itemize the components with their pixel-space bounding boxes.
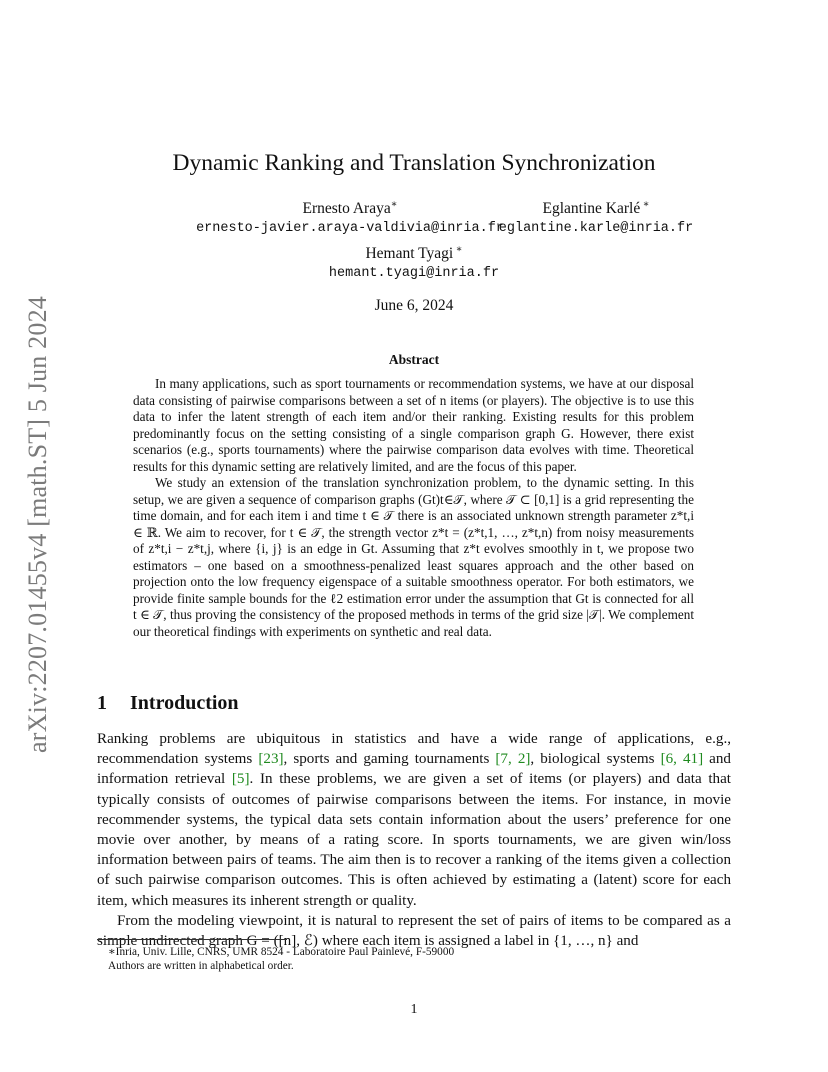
- author-name: Ernesto Araya: [302, 200, 391, 218]
- publication-date: June 6, 2024: [374, 297, 454, 314]
- citation-link[interactable]: [6, 41]: [660, 751, 704, 768]
- abstract-paragraph: In many applications, such as sport tournaments or recommendation systems, we have at our disposal data consisting of pairwise comparisons between a set of n items (or players). The objective is to use this data to infer the latent strength of each item and/or their ranking. Existing results for this problem predominantly focus on the setting consisting of a single comparison graph G. However, there exist scenarios (e.g., sports tournaments) where the pairwise comparison data evolves with time. Theoretical results for this dynamic setting are relatively limited, and are the focus of this paper.: [133, 376, 694, 474]
- citation-link[interactable]: [23]: [258, 751, 284, 768]
- citation-link[interactable]: [5]: [231, 771, 250, 788]
- arxiv-identifier-stamp: arXiv:2207.01455v4 [math.ST] 5 Jun 2024: [23, 296, 52, 754]
- section-title: Introduction: [130, 692, 239, 714]
- author-email: ernesto-javier.araya-valdivia@inria.fr: [196, 221, 504, 237]
- body-text: [97, 729, 731, 951]
- footnote-affiliation: ∗Inria, Univ. Lille, CNRS, UMR 8524 - Laboratoire Paul Painlevé, F-59000: [108, 946, 455, 958]
- author-name: Hemant Tyagi: [365, 245, 454, 263]
- author-mark: ∗: [640, 199, 650, 210]
- author-email: hemant.tyagi@inria.fr: [328, 266, 500, 282]
- body-paragraph: Ranking problems are ubiquitous in statistics and have a wide range of applications, e.g., recommendation systems [23], sports and gaming tournaments [7, 2], biological systems [6, 41] and information retrieval [5]. In these problems, we are given a set of items (or players) and data that typically consists of outcomes of pairwise comparisons between the items. For instance, in movie recommender systems, the typical data sets contain information about the users’ preference for one movie over another, by means of a rating score. In sports tournaments, we are given win/loss information between pairs of teams. The aim then is to recover a ranking of the items given a collection of such pairwise comparison outcomes. This is often achieved by estimating a (latent) score for each item, which measures its inherent strength or quality.: [97, 731, 731, 909]
- author-email: eglantine.karle@inria.fr: [498, 221, 694, 237]
- abstract-body: [133, 376, 694, 640]
- abstract-paragraph: We study an extension of the translation synchronization problem, to the dynamic setting. In this setup, we are given a sequence of comparison graphs (Gt)t∈𝒯, where 𝒯 ⊂ [0,1] is a grid representing the time domain, and for each item i and time t ∈ 𝒯 there is an associated unknown strength parameter z*t,i ∈ ℝ. We aim to recover, for t ∈ 𝒯, the strength vector z*t = (z*t,1, …, z*t,n) from noisy measurements of z*t,i − z*t,j, where {i, j} is an edge in Gt. Assuming that z*t evolves smoothly in t, we propose two estimators – one based on a smoothness-penalized least squares approach and the other based on projection onto the low frequency eigenspace of a suitable smoothness operator. For both estimators, we provide finite sample bounds for the ℓ2 estimation error under the assumption that Gt is connected for all t ∈ 𝒯, thus proving the consistency of the proposed methods in terms of the grid size |𝒯|. We complement our theoretical findings with experiments on synthetic and real data.: [133, 475, 694, 639]
- citation-link[interactable]: [7, 2]: [495, 751, 531, 768]
- paper-title: Dynamic Ranking and Translation Synchronization: [172, 150, 656, 176]
- author-block-tyagi: [294, 244, 534, 281]
- author-mark: ∗: [390, 199, 398, 210]
- section-number: 1: [97, 692, 107, 714]
- section-heading: [97, 692, 239, 715]
- author-block-araya: [190, 199, 510, 236]
- author-name: Eglantine Karlé: [542, 200, 641, 218]
- footnote-divider: [97, 939, 287, 940]
- author-block-karle: [476, 199, 716, 236]
- footnote-author-order: Authors are written in alphabetical order.: [108, 960, 294, 972]
- author-mark: ∗: [453, 244, 463, 255]
- body-paragraph: From the modeling viewpoint, it is natural to represent the set of pairs of items to be compared as a simple undirected graph G = ([n], ℰ) where each item is assigned a label in {1, …, n} and: [97, 912, 731, 950]
- abstract-heading: Abstract: [388, 352, 440, 367]
- page-number: 1: [410, 1002, 418, 1017]
